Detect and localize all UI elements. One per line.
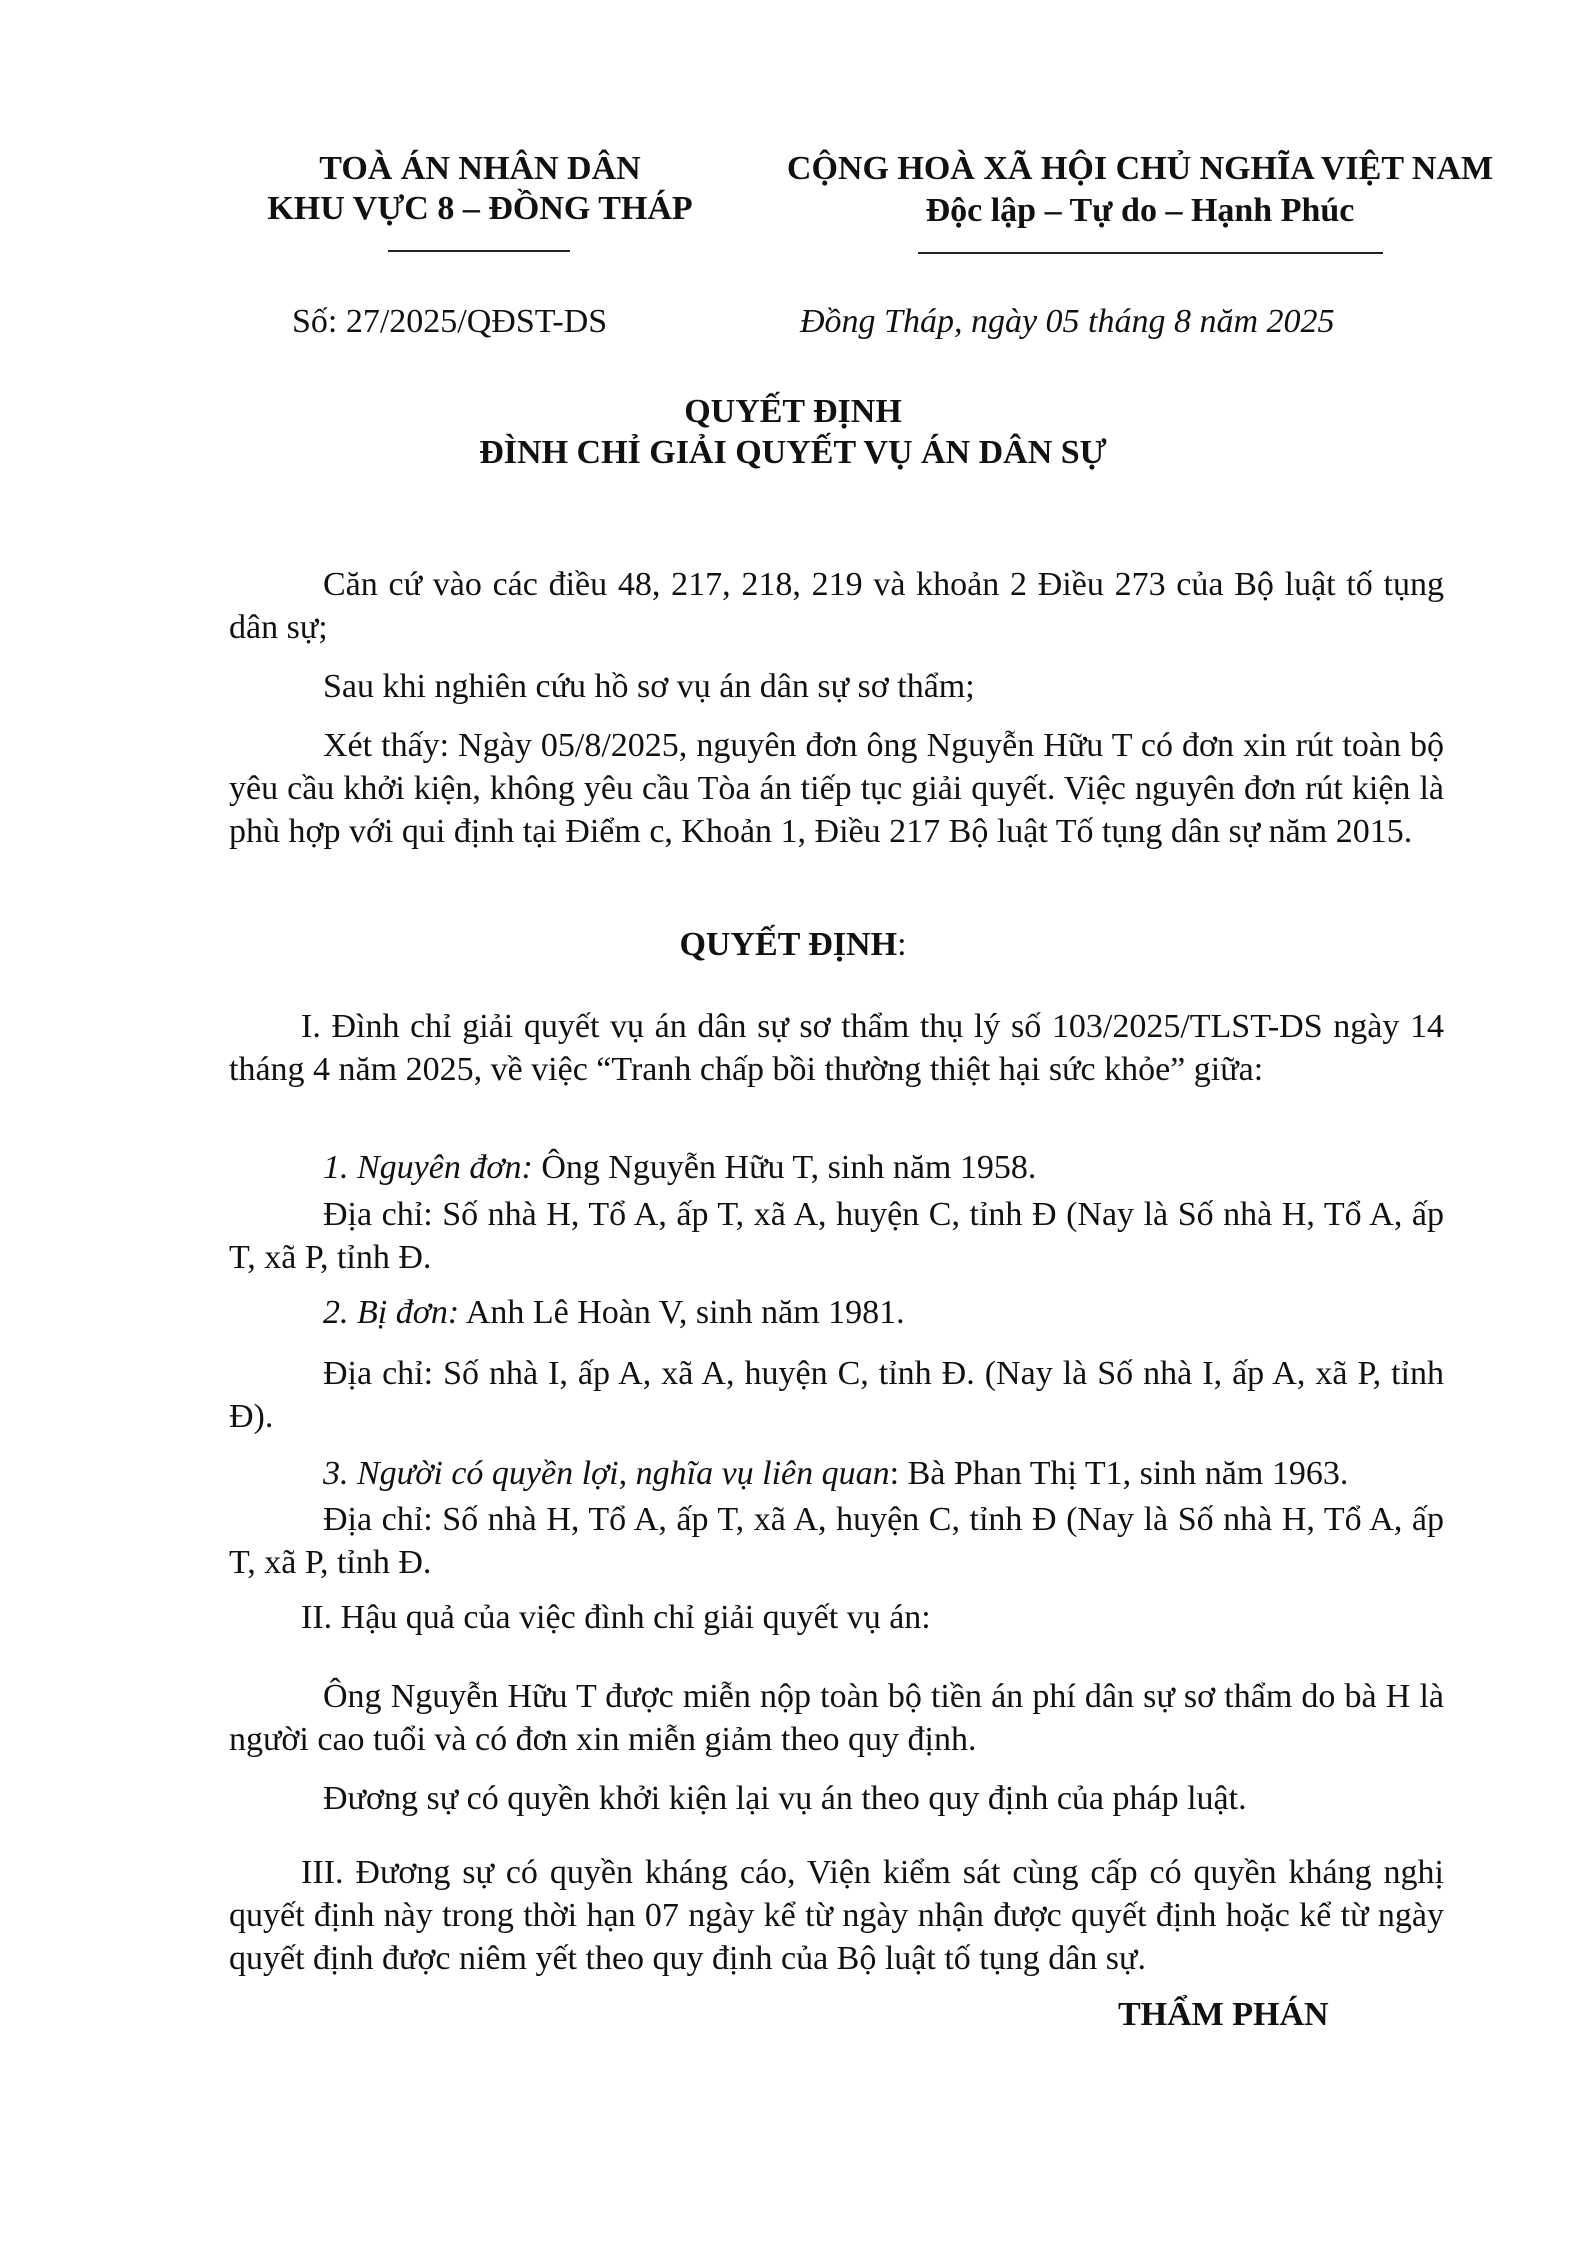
party-3-address: Địa chỉ: Số nhà H, Tổ A, ấp T, xã A, huyện C, tỉnh Đ (Nay là Số nhà H, Tổ A, ấp T, xã P, tỉnh Đ. [229,1501,1444,1581]
document-title: QUYẾT ĐỊNH [684,393,902,430]
party-1-label: 1. Nguyên đơn: [323,1149,533,1186]
court-name-line1: TOÀ ÁN NHÂN DÂN [319,150,641,187]
section-2-paragraph-1: Ông Nguyễn Hữu T được miễn nộp toàn bộ tiền án phí dân sự sơ thẩm do bà H là người cao tuổi và có đơn xin miễn giảm theo quy định. [229,1678,1444,1758]
section-3-text: III. Đương sự có quyền kháng cáo, Viện kiểm sát cùng cấp có quyền kháng nghị quyết định này trong thời hạn 07 ngày kể từ ngày nhận được quyết định hoặc kể từ ngày quyết định được niêm yết theo quy định của Bộ luật tố tụng dân sự. [229,1854,1444,1977]
basis-paragraph-1: Căn cứ vào các điều 48, 217, 218, 219 và khoản 2 Điều 273 của Bộ luật tố tụng dân sự; [229,566,1444,646]
party-3-line [323,1455,1348,1493]
nation-motto: Độc lập – Tự do – Hạnh Phúc [925,192,1355,229]
party-3-label: 3. Người có quyền lợi, nghĩa vụ liên quan [323,1455,890,1492]
nation-name: CỘNG HOÀ XÃ HỘI CHỦ NGHĨA VIỆT NAM [786,150,1494,187]
party-3-value: : Bà Phan Thị T1, sinh năm 1963. [889,1455,1349,1492]
party-2-line [323,1294,905,1332]
section-1-text: I. Đình chỉ giải quyết vụ án dân sự sơ thẩm thụ lý số 103/2025/TLST-DS ngày 14 tháng 4 năm 2025, về việc “Tranh chấp bồi thường thiệt hại sức khỏe” giữa: [229,1008,1444,1088]
party-2-label: 2. Bị đơn: [323,1294,460,1331]
document-subtitle: ĐÌNH CHỈ GIẢI QUYẾT VỤ ÁN DÂN SỰ [479,434,1107,471]
decision-heading [0,926,1586,964]
section-2-paragraph-2: Đương sự có quyền khởi kiện lại vụ án theo quy định của pháp luật. [323,1780,1247,1817]
party-1-address: Địa chỉ: Số nhà H, Tổ A, ấp T, xã A, huyện C, tỉnh Đ (Nay là Số nhà H, Tổ A, ấp T, xã P, tỉnh Đ. [229,1196,1444,1276]
signature-title: THẨM PHÁN [1118,1996,1329,2033]
document-number: Số: 27/2025/QĐST-DS [292,303,608,340]
decision-heading-colon: : [897,926,907,963]
party-1-line [323,1149,1036,1187]
party-1-value: Ông Nguyễn Hữu T, sinh năm 1958. [532,1149,1037,1186]
basis-paragraph-2: Sau khi nghiên cứu hồ sơ vụ án dân sự sơ thẩm; [323,668,975,705]
decision-heading-text: QUYẾT ĐỊNH [679,926,898,963]
motto-underline [918,252,1383,254]
place-date: Đồng Tháp, ngày 05 tháng 8 năm 2025 [800,303,1335,340]
party-2-value: Anh Lê Hoàn V, sinh năm 1981. [459,1294,905,1331]
considering-paragraph: Xét thấy: Ngày 05/8/2025, nguyên đơn ông Nguyễn Hữu T có đơn xin rút toàn bộ yêu cầu khởi kiện, không yêu cầu Tòa án tiếp tục giải quyết. Việc nguyên đơn rút kiện là phù hợp với qui định tại Điểm c, Khoản 1, Điều 217 Bộ luật Tố tụng dân sự năm 2015. [229,727,1444,850]
court-name-line2: KHU VỰC 8 – ĐỒNG THÁP [267,190,693,227]
party-2-address: Địa chỉ: Số nhà I, ấp A, xã A, huyện C, tỉnh Đ. (Nay là Số nhà I, ấp A, xã P, tỉnh Đ). [229,1355,1444,1435]
section-2-heading: II. Hậu quả của việc đình chỉ giải quyết vụ án: [301,1599,931,1636]
court-underline [388,250,570,252]
